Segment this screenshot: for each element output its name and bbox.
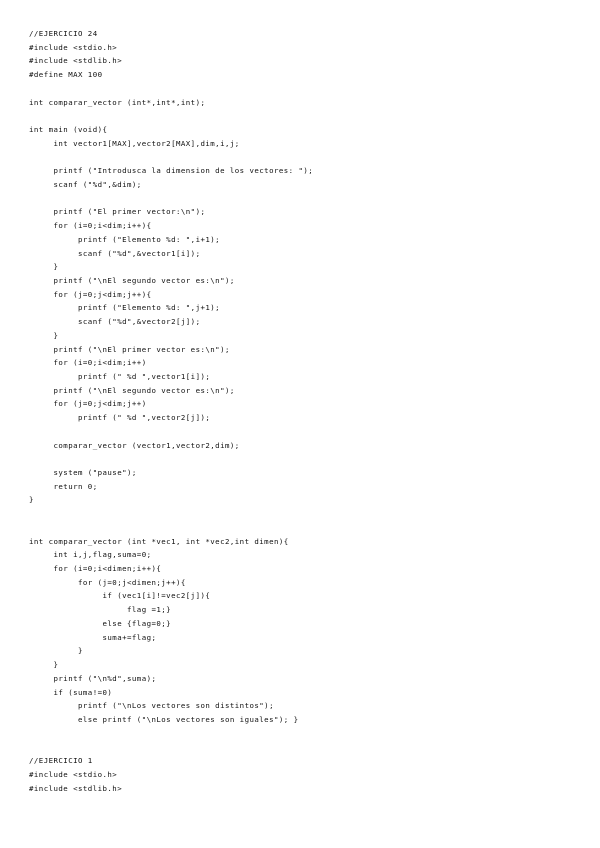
code-line: scanf ("%d",&vector2[j]); (29, 317, 201, 327)
code-line: flag =1;} (29, 605, 172, 615)
code-line: } (29, 262, 59, 272)
code-line: for (i=0;i<dimen;i++){ (29, 564, 162, 574)
code-line: } (29, 330, 59, 340)
code-line: //EJERCICIO 1 (29, 756, 93, 766)
code-line: printf ("Elemento %d: ",j+1); (29, 303, 221, 313)
code-line: printf ("\nEl primer vector es:\n"); (29, 344, 230, 354)
code-line (29, 452, 313, 466)
code-line: else printf ("\nLos vectores son iguales"); } (29, 714, 299, 724)
code-line: #include <stdlib.h> (29, 783, 123, 793)
code-line: } (29, 660, 59, 670)
code-line: for (i=0;i<dim;i++) (29, 358, 147, 368)
code-line: for (i=0;i<dim;i++){ (29, 221, 152, 231)
code-line: for (j=0;j<dim;j++) (29, 399, 147, 409)
code-line: for (j=0;j<dimen;j++){ (29, 577, 186, 587)
code-listing (29, 27, 313, 795)
code-line (29, 521, 313, 535)
code-line: int i,j,flag,suma=0; (29, 550, 152, 560)
code-line: #include <stdlib.h> (29, 56, 123, 66)
code-line: #include <stdio.h> (29, 42, 118, 52)
code-line: int main (void){ (29, 125, 108, 135)
code-line: printf ("El primer vector:\n"); (29, 207, 206, 217)
code-line (29, 82, 313, 96)
code-line (29, 192, 313, 206)
code-line: //EJERCICIO 24 (29, 29, 98, 38)
code-line: } (29, 646, 83, 656)
code-line (29, 740, 313, 754)
code-line (29, 425, 313, 439)
code-line: printf (" %d ",vector1[i]); (29, 371, 211, 381)
code-line: printf ("\nEl segundo vector es:\n"); (29, 275, 235, 285)
code-line (29, 507, 313, 521)
code-line: } (29, 495, 34, 505)
code-line: printf ("Elemento %d: ",i+1); (29, 234, 221, 244)
code-line: if (vec1[i]!=vec2[j]){ (29, 591, 211, 601)
code-line (29, 109, 313, 123)
code-line: printf ("\nEl segundo vector es:\n"); (29, 385, 235, 395)
code-line: int comparar_vector (int *vec1, int *vec2,int dimen){ (29, 536, 289, 546)
code-line: scanf ("%d",&vector1[i]); (29, 248, 201, 258)
code-line: printf ("\n%d",suma); (29, 673, 157, 683)
code-line: printf ("Introdusca la dimension de los vectores: "); (29, 166, 314, 176)
code-line: int comparar_vector (int*,int*,int); (29, 97, 206, 107)
code-line: #define MAX 100 (29, 70, 103, 80)
code-line: int vector1[MAX],vector2[MAX],dim,i,j; (29, 138, 240, 148)
code-line (29, 727, 313, 741)
code-line: #include <stdio.h> (29, 769, 118, 779)
code-line: if (suma!=0) (29, 687, 113, 697)
code-line: for (j=0;j<dim;j++){ (29, 289, 152, 299)
code-line: else {flag=0;} (29, 618, 172, 628)
code-line: printf (" %d ",vector2[j]); (29, 413, 211, 423)
code-line: printf ("\nLos vectores son distintos"); (29, 701, 274, 711)
code-line (29, 150, 313, 164)
code-line: suma+=flag; (29, 632, 157, 642)
code-line: comparar_vector (vector1,vector2,dim); (29, 440, 240, 450)
code-line: system ("pause"); (29, 468, 137, 477)
code-line: scanf ("%d",&dim); (29, 179, 142, 189)
code-line: return 0; (29, 481, 98, 491)
